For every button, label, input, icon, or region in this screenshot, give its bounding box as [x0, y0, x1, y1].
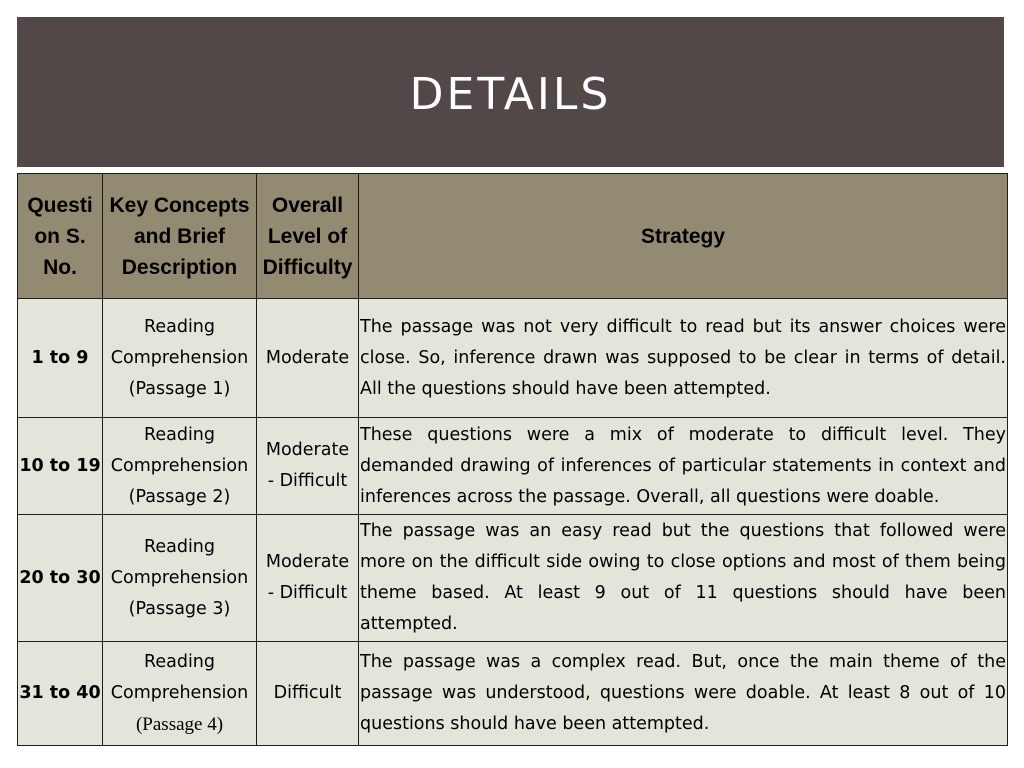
concept-line: Reading	[143, 424, 216, 445]
table-row	[18, 299, 1008, 418]
difficulty-line: - Difficult	[267, 471, 348, 491]
header-level-line: Difficulty	[262, 255, 353, 279]
difficulty-cell	[257, 515, 359, 642]
question-no-cell: 1 to 9	[18, 299, 103, 418]
concept-cell	[103, 642, 257, 746]
header-question-line: on S.	[34, 224, 86, 248]
strategy-cell: These questions were a mix of moderate to difficult level. They demanded drawing of inferences of particular statements in context and inferences across the passage. Overall, all questions were doable.	[359, 418, 1008, 515]
strategy-cell: The passage was an easy read but the questions that followed were more on the difficult side owing to close options and most of them being theme based. At least 9 out of 11 questions should have been attempted.	[359, 515, 1008, 642]
table-row	[18, 418, 1008, 515]
question-no-cell: 31 to 40	[18, 642, 103, 746]
concept-cell	[103, 299, 257, 418]
concept-cell	[103, 418, 257, 515]
details-table	[17, 173, 1008, 746]
header-concepts-line: Key Concepts	[109, 193, 250, 217]
concept-line: Reading	[143, 316, 216, 337]
concept-line: Comprehension	[110, 347, 249, 368]
difficulty-line: Moderate	[265, 347, 350, 368]
concept-line: Comprehension	[110, 683, 249, 703]
concept-line: (Passage 3)	[128, 598, 231, 619]
header-concepts-line: Description	[121, 255, 238, 279]
difficulty-cell	[257, 299, 359, 418]
difficulty-line: Moderate	[265, 440, 350, 460]
strategy-cell: The passage was not very difficult to read but its answer choices were close. So, inference drawn was supposed to be clear in terms of detail. All the questions should have been attempted.	[359, 299, 1008, 418]
header-row	[18, 174, 1008, 299]
concept-line: (Passage 1)	[128, 378, 231, 399]
header-difficulty	[257, 174, 359, 299]
question-no-cell: 20 to 30	[18, 515, 103, 642]
difficulty-cell	[257, 642, 359, 746]
header-question-line: Questi	[27, 193, 93, 217]
header-question-line: No.	[43, 255, 77, 279]
header-concepts-line: and Brief	[133, 224, 225, 248]
table-row	[18, 515, 1008, 642]
difficulty-line: Moderate	[265, 552, 350, 572]
concept-line: Comprehension	[110, 567, 249, 588]
table-row	[18, 642, 1008, 746]
difficulty-cell	[257, 418, 359, 515]
header-level-line: Level of	[267, 224, 348, 248]
concept-line: Comprehension	[110, 455, 249, 476]
header-strategy: Strategy	[359, 174, 1008, 299]
difficulty-line: - Difficult	[267, 583, 348, 603]
concept-cell	[103, 515, 257, 642]
concept-line: (Passage 2)	[128, 486, 231, 507]
slide-title: DETAILS	[409, 68, 612, 120]
header-question-no	[18, 174, 103, 299]
concept-line: (Passage 4)	[135, 714, 224, 735]
question-no-cell: 10 to 19	[18, 418, 103, 515]
concept-line: Reading	[143, 652, 216, 672]
strategy-cell: The passage was a complex read. But, once the main theme of the passage was understood, questions were doable. At least 8 out of 10 questions should have been attempted.	[359, 642, 1008, 746]
header-key-concepts	[103, 174, 257, 299]
concept-line: Reading	[143, 536, 216, 557]
header-level-line: Overall	[271, 193, 344, 217]
title-bar	[17, 17, 1004, 167]
difficulty-line: Difficult	[273, 683, 342, 703]
